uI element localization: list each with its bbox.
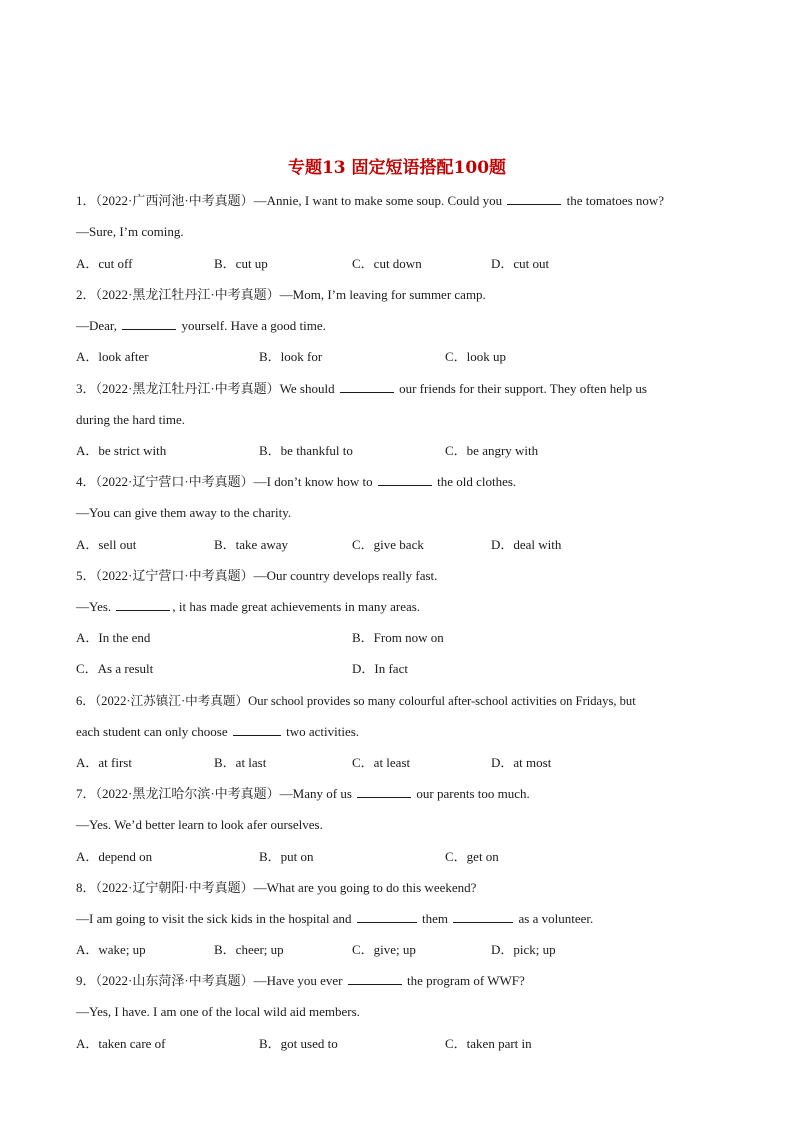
option-b: B．put on [259, 849, 314, 864]
option-b: B．look for [259, 349, 323, 364]
option-b: B．cut up [214, 256, 268, 271]
question-2-line2 [76, 318, 326, 334]
option-d: D．pick; up [491, 942, 556, 957]
option-c: C．As a result [76, 661, 154, 676]
question-9-stem-end: the program of WWF? [406, 973, 525, 988]
answer-blank [233, 724, 281, 736]
option-b: B．be thankful to [259, 443, 353, 458]
question-5-line2 [76, 599, 420, 615]
option-a: A．be strict with [76, 443, 167, 458]
question-5: 5．（2022·辽宁营口·中考真题）—Our country develops really fast. [76, 568, 438, 583]
question-6-stem-cont: each student can only choose [76, 724, 228, 739]
question-3-stem: 3．（2022·黑龙江牡丹江·中考真题）We should [76, 381, 335, 396]
option-a: A．sell out [76, 537, 137, 552]
answer-blank [340, 381, 394, 393]
question-9-reply: —Yes, I have. I am one of the local wild aid members. [76, 1004, 360, 1019]
question-9-stem: 9．（2022·山东菏泽·中考真题）—Have you ever [76, 973, 343, 988]
question-1 [76, 193, 664, 209]
option-c: C．get on [445, 849, 499, 864]
question-4-reply: —You can give them away to the charity. [76, 505, 292, 520]
question-6: 6．（2022·江苏镇江·中考真题）Our school provides so many colourful after-school activities on Fridays, but [76, 694, 636, 708]
option-a: A．wake; up [76, 942, 146, 957]
option-c: C．be angry with [445, 443, 539, 458]
option-b: B．at last [214, 755, 267, 770]
question-2-reply-end: yourself. Have a good time. [181, 318, 326, 333]
answer-blank [357, 786, 411, 798]
question-8: 8．（2022·辽宁朝阳·中考真题）—What are you going to do this weekend? [76, 880, 477, 895]
question-3-line2: during the hard time. [76, 412, 186, 427]
option-b: B．cheer; up [214, 942, 284, 957]
question-4-stem-end: the old clothes. [437, 474, 517, 489]
answer-blank [507, 193, 561, 205]
question-8-line2 [76, 911, 593, 927]
question-7-reply: —Yes. We’d better learn to look afer ourselves. [76, 817, 323, 832]
question-8-reply-mid: them [422, 911, 449, 926]
answer-blank [453, 911, 513, 923]
question-7-stem: 7．（2022·黑龙江哈尔滨·中考真题）—Many of us [76, 786, 352, 801]
question-1-reply: —Sure, I’m coming. [76, 224, 184, 239]
question-6-line2 [76, 724, 359, 740]
page-title: 专题13 固定短语搭配100题 [287, 158, 507, 178]
option-a: A．at first [76, 755, 132, 770]
question-5-reply-end: , it has made great achievements in many areas. [172, 599, 421, 614]
option-b: B．From now on [352, 630, 444, 645]
answer-blank [116, 599, 170, 611]
question-6-stem-end: two activities. [286, 724, 360, 739]
question-3-stem-end: our friends for their support. They often help us [399, 381, 647, 396]
option-d: D．In fact [352, 661, 408, 676]
question-5-reply-start: —Yes. [76, 599, 112, 614]
option-d: D．at most [491, 755, 552, 770]
question-2: 2．（2022·黑龙江牡丹江·中考真题）—Mom, I’m leaving for summer camp. [76, 287, 486, 302]
question-8-reply-start: —I am going to visit the sick kids in the hospital and [76, 911, 352, 926]
option-d: D．deal with [491, 537, 562, 552]
answer-blank [378, 474, 432, 486]
question-1-stem: 1．（2022·广西河池·中考真题）—Annie, I want to make some soup. Could you [76, 193, 503, 208]
option-b: B．take away [214, 537, 289, 552]
question-4-stem: 4．（2022·辽宁营口·中考真题）—I don’t know how to [76, 474, 373, 489]
question-1-stem-end: the tomatoes now? [566, 193, 665, 208]
question-9 [76, 973, 525, 989]
question-4 [76, 474, 516, 490]
option-d: D．cut out [491, 256, 550, 271]
option-c: C．cut down [352, 256, 422, 271]
option-a: A．depend on [76, 849, 153, 864]
option-c: C．look up [445, 349, 507, 364]
answer-blank [122, 318, 176, 330]
question-2-reply-start: —Dear, [76, 318, 117, 333]
option-b: B．got used to [259, 1036, 338, 1051]
question-7-stem-end: our parents too much. [416, 786, 530, 801]
question-3 [76, 381, 647, 397]
answer-blank [357, 911, 417, 923]
option-a: A．taken care of [76, 1036, 166, 1051]
option-a: A．cut off [76, 256, 133, 271]
option-c: C．at least [352, 755, 411, 770]
option-a: A．In the end [76, 630, 151, 645]
option-c: C．give back [352, 537, 424, 552]
option-c: C．taken part in [445, 1036, 532, 1051]
option-c: C．give; up [352, 942, 416, 957]
question-8-reply-end: as a volunteer. [518, 911, 594, 926]
question-7 [76, 786, 530, 802]
option-a: A．look after [76, 349, 149, 364]
answer-blank [348, 973, 402, 985]
